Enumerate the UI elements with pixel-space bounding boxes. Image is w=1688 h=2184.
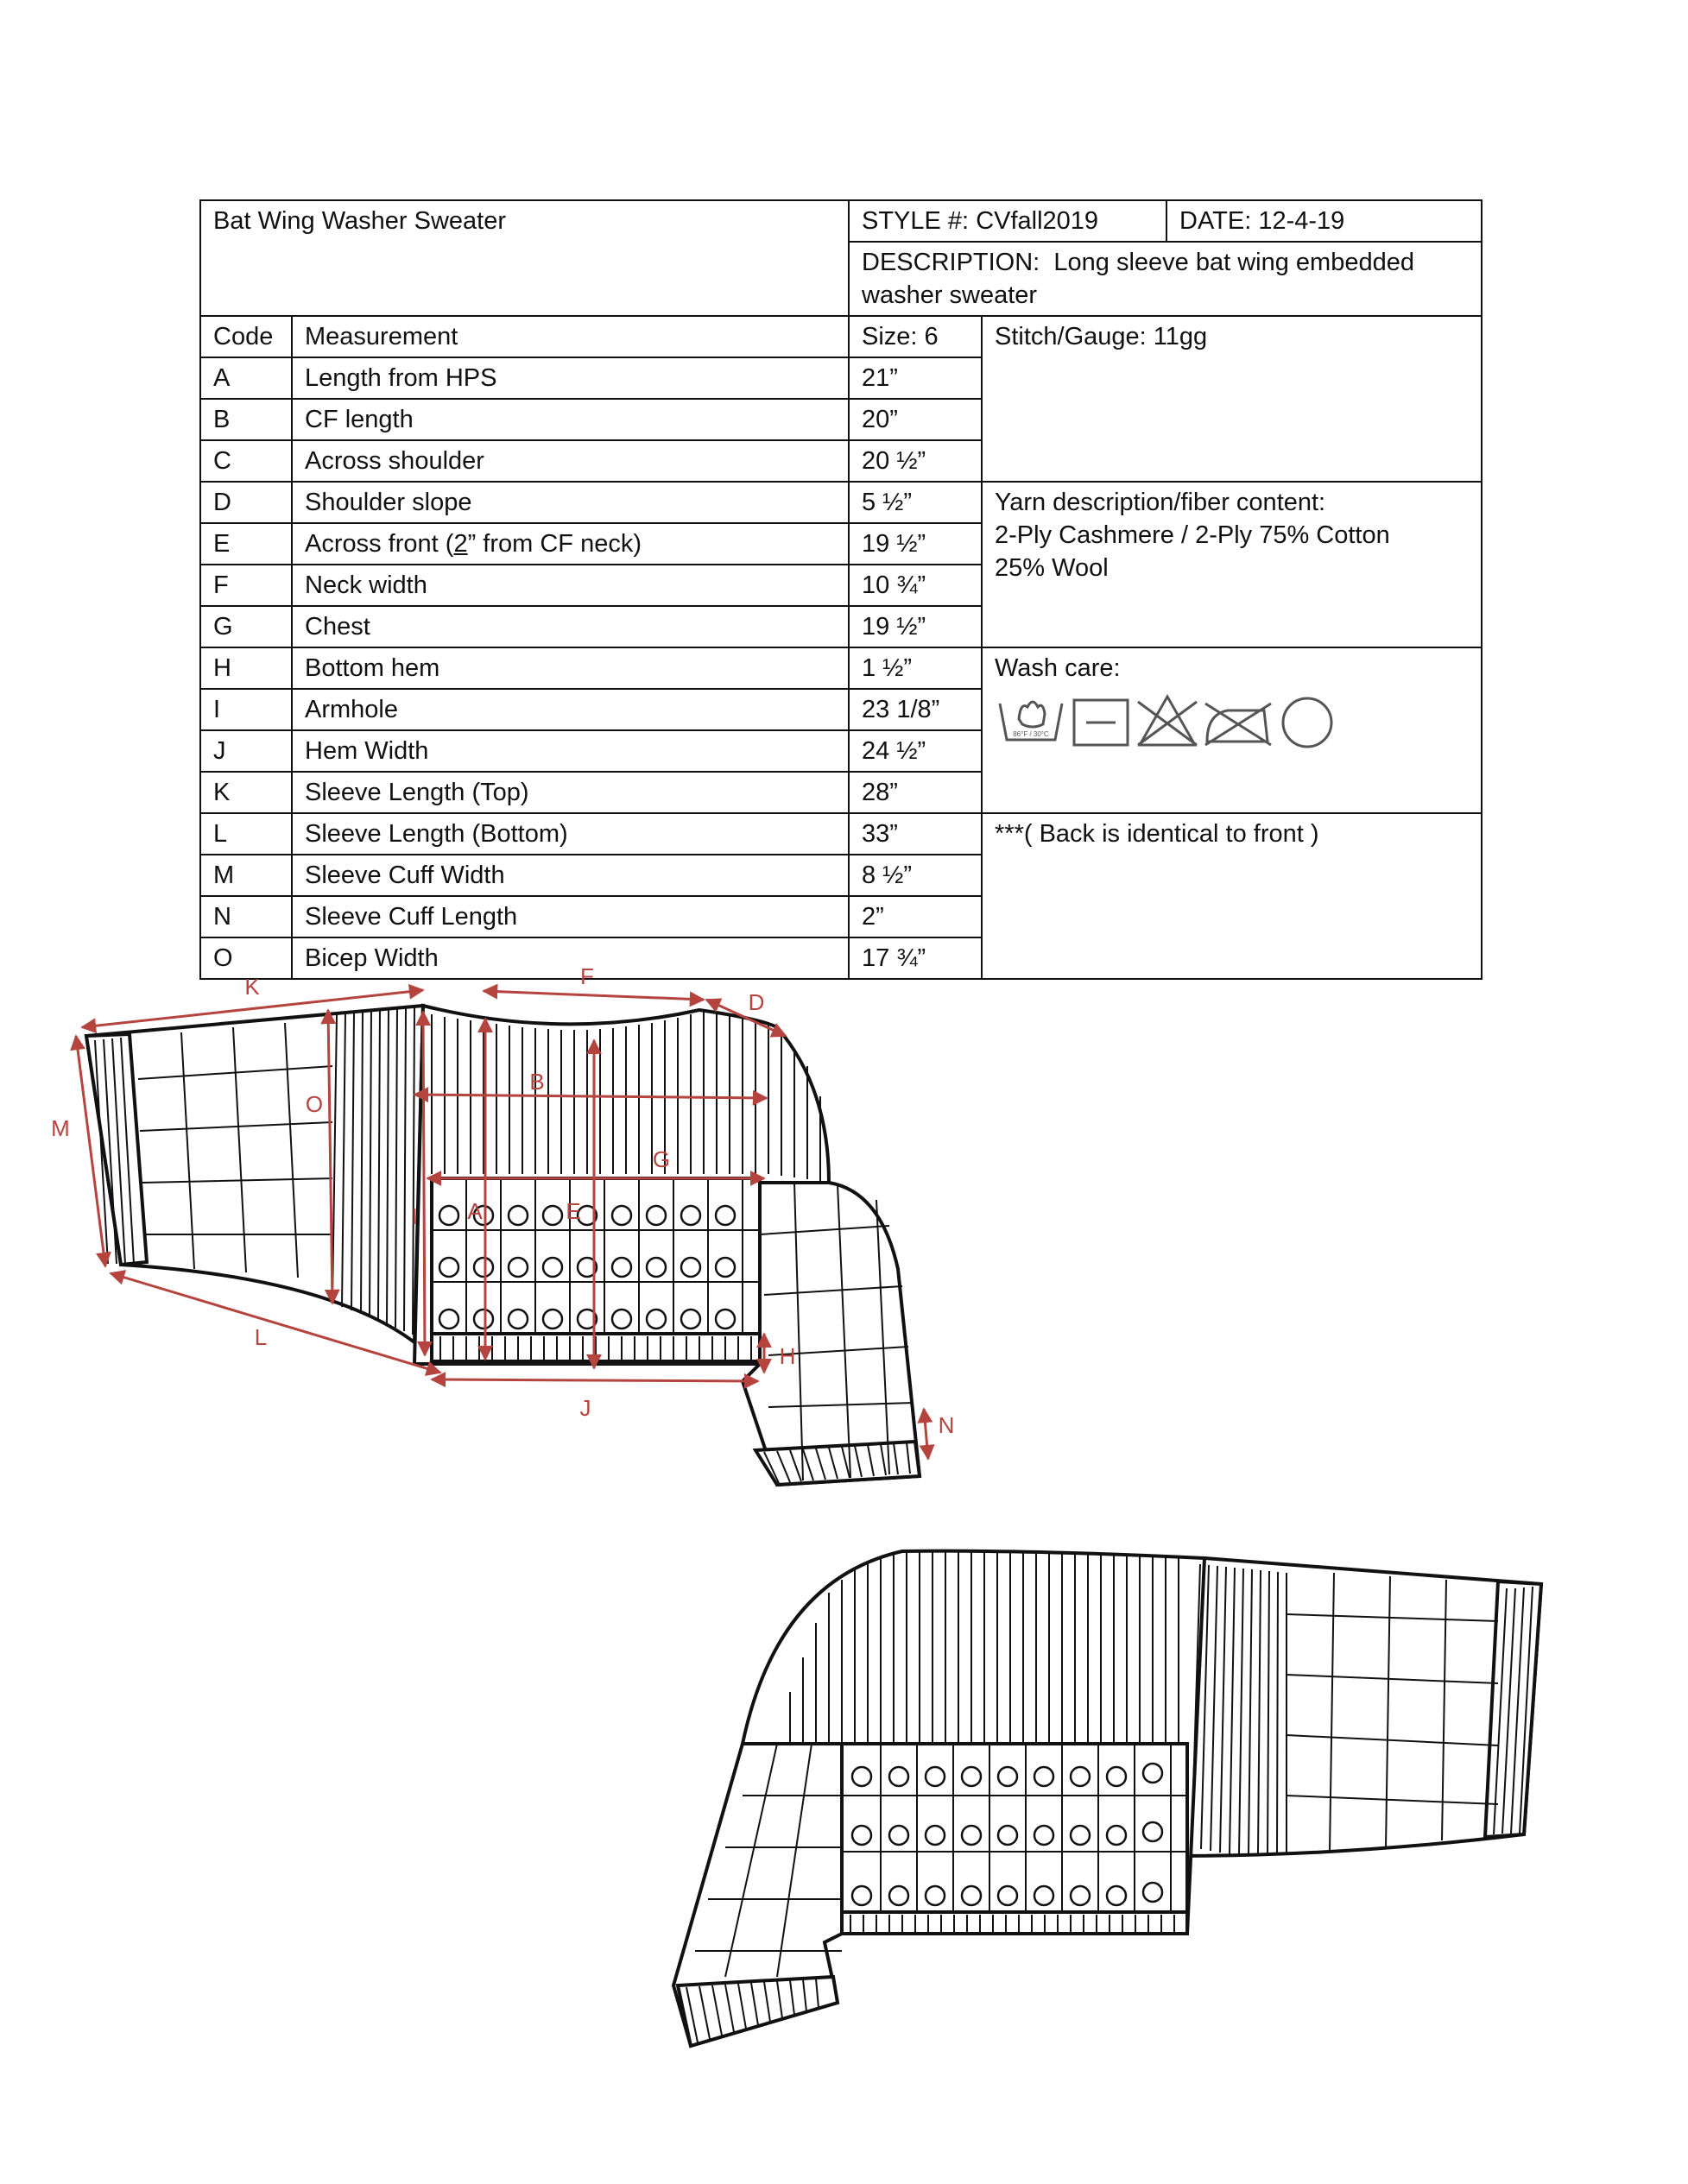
row-value: 20 ½”	[849, 440, 982, 482]
row-measurement: CF length	[292, 399, 849, 440]
row-measurement: Hem Width	[292, 730, 849, 772]
row-measurement: Chest	[292, 606, 849, 647]
date: DATE: 12-4-19	[1166, 200, 1482, 242]
row-measurement: Shoulder slope	[292, 482, 849, 523]
row-code: A	[200, 357, 292, 399]
label-h: H	[779, 1343, 796, 1369]
row-code: G	[200, 606, 292, 647]
label-a: A	[467, 1198, 483, 1224]
style-number: STYLE #: CVfall2019	[849, 200, 1166, 242]
row-code: H	[200, 647, 292, 689]
row-measurement: Armhole	[292, 689, 849, 730]
back-left-cuff	[678, 1977, 838, 2046]
col-code-header: Code	[200, 316, 292, 357]
row-measurement: Length from HPS	[292, 357, 849, 399]
yarn-description: Yarn description/fiber content: 2-Ply Cashmere / 2-Ply 75% Cotton 25% Wool	[982, 482, 1482, 647]
row-value: 24 ½”	[849, 730, 982, 772]
row-measurement: Across shoulder	[292, 440, 849, 482]
label-n: N	[938, 1412, 955, 1438]
label-j: J	[579, 1395, 591, 1421]
row-measurement: Sleeve Cuff Width	[292, 855, 849, 896]
col-size-header: Size: 6	[849, 316, 982, 357]
row-code: D	[200, 482, 292, 523]
row-code: F	[200, 565, 292, 606]
row-value: 23 1/8”	[849, 689, 982, 730]
label-e: E	[566, 1198, 581, 1224]
label-k: K	[244, 974, 260, 1000]
arrow-j	[432, 1379, 758, 1381]
row-code: L	[200, 813, 292, 855]
label-l: L	[254, 1324, 268, 1350]
row-measurement: Bottom hem	[292, 647, 849, 689]
row-measurement: Sleeve Length (Top)	[292, 772, 849, 813]
row-value: 17 ¾”	[849, 937, 982, 979]
label-b: B	[529, 1069, 545, 1095]
row-measurement: Neck width	[292, 565, 849, 606]
row-code: C	[200, 440, 292, 482]
row-value: 1 ½”	[849, 647, 982, 689]
label-g: G	[652, 1146, 671, 1172]
label-f: F	[580, 963, 594, 989]
row-code: J	[200, 730, 292, 772]
col-measurement-header: Measurement	[292, 316, 849, 357]
arrow-f	[484, 991, 704, 1000]
washer-grid	[439, 1206, 735, 1329]
row-code: K	[200, 772, 292, 813]
label-d: D	[748, 989, 765, 1015]
arrow-n	[924, 1409, 928, 1459]
stitch-gauge: Stitch/Gauge: 11gg	[982, 316, 1482, 482]
row-measurement: Sleeve Cuff Length	[292, 896, 849, 937]
row-value: 33”	[849, 813, 982, 855]
garment-title: Bat Wing Washer Sweater	[200, 200, 849, 316]
row-value: 2”	[849, 896, 982, 937]
row-measurement: Across front (2” from CF neck)	[292, 523, 849, 565]
description: DESCRIPTION: Long sleeve bat wing embedded washer sweater	[849, 242, 1482, 316]
row-code: I	[200, 689, 292, 730]
wash-care: Wash care: 86°F / 30°C	[982, 647, 1482, 813]
back-note: ***( Back is identical to front )	[982, 813, 1482, 979]
label-m: M	[51, 1115, 70, 1141]
svg-text:86°F / 30°C: 86°F / 30°C	[1013, 730, 1049, 738]
row-value: 8 ½”	[849, 855, 982, 896]
right-sleeve	[743, 1183, 920, 1485]
row-value: 5 ½”	[849, 482, 982, 523]
row-measurement: Bicep Width	[292, 937, 849, 979]
label-i: I	[411, 1203, 418, 1229]
row-value: 19 ½”	[849, 523, 982, 565]
row-code: N	[200, 896, 292, 937]
label-o: O	[305, 1091, 324, 1117]
row-code: E	[200, 523, 292, 565]
row-value: 10 ¾”	[849, 565, 982, 606]
row-value: 20”	[849, 399, 982, 440]
row-code: M	[200, 855, 292, 896]
row-value: 19 ½”	[849, 606, 982, 647]
row-code: O	[200, 937, 292, 979]
row-value: 28”	[849, 772, 982, 813]
row-measurement: Sleeve Length (Bottom)	[292, 813, 849, 855]
arrow-i	[423, 1012, 425, 1355]
row-code: B	[200, 399, 292, 440]
row-value: 21”	[849, 357, 982, 399]
